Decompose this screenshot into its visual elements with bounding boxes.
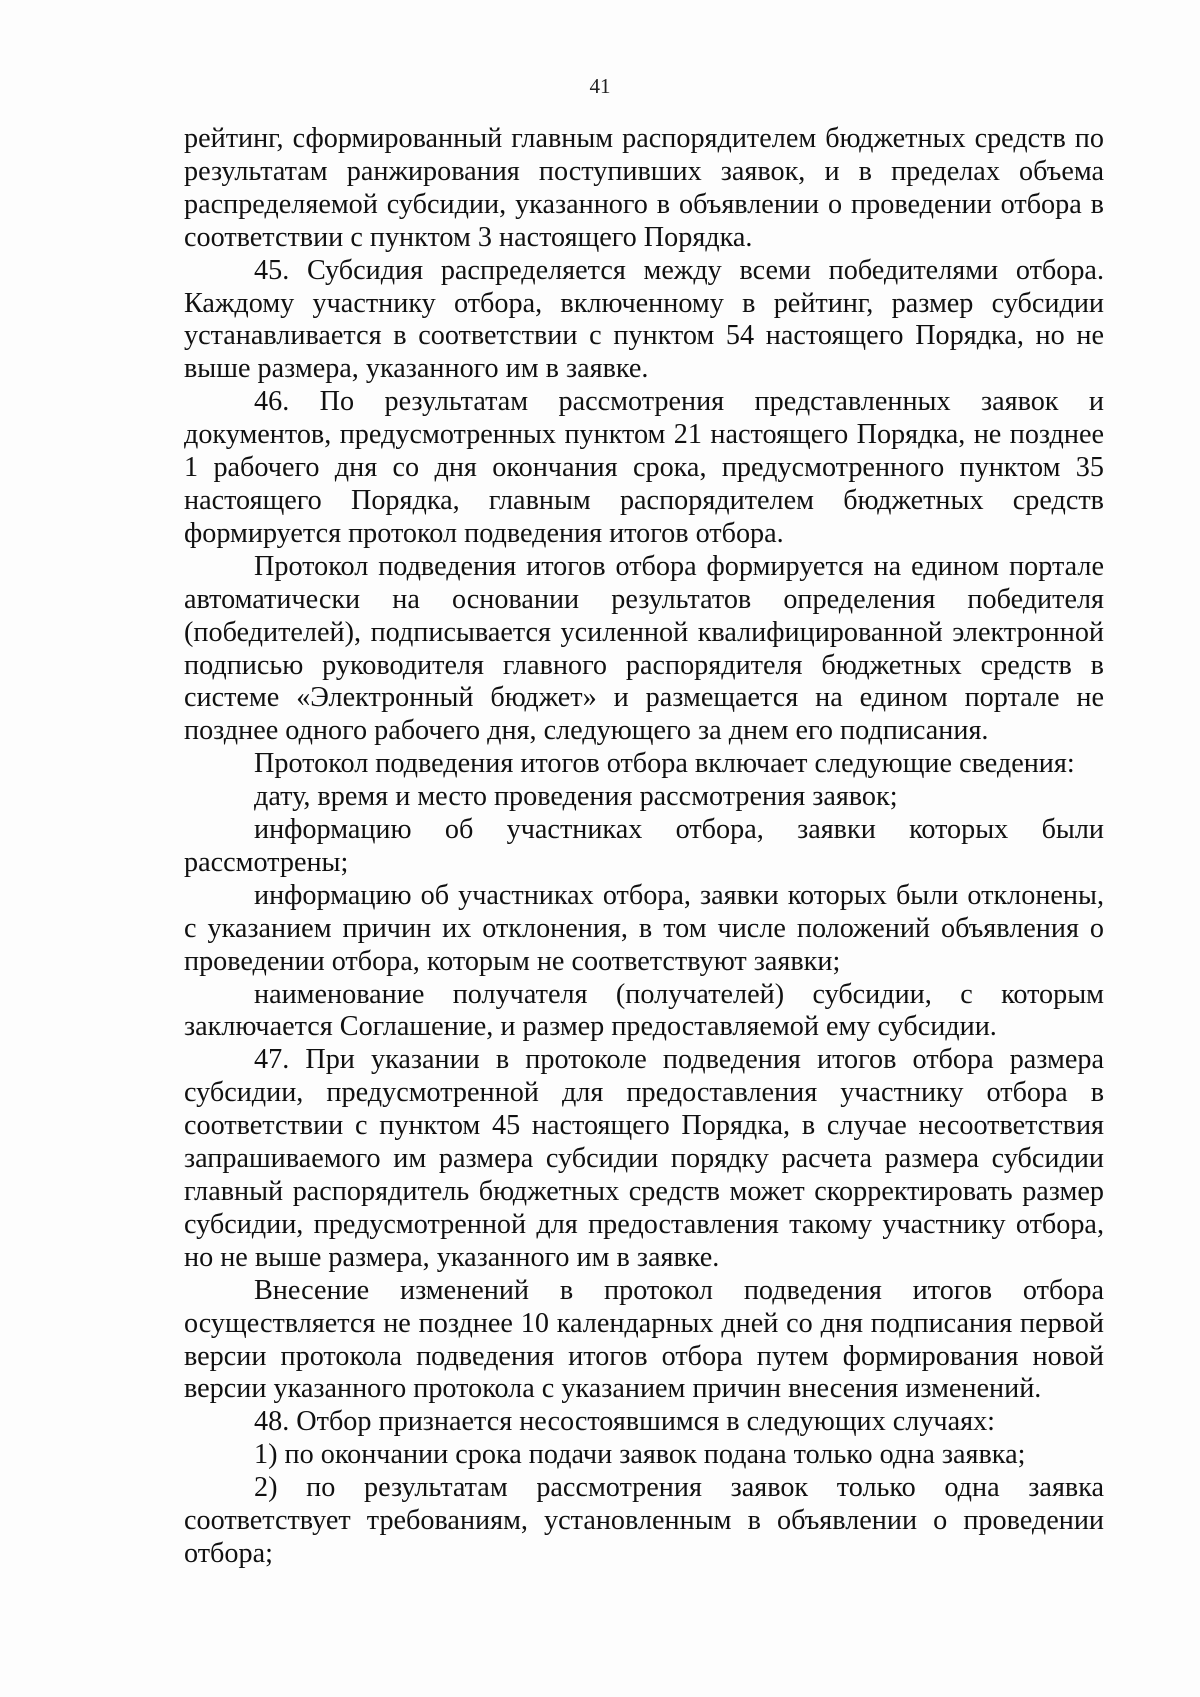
paragraph-item-48: 48. Отбор признается несостоявшимся в следующих случаях: <box>254 1406 996 1438</box>
paragraph-item-45: 45. Субсидия распределяется между всеми победителями отбора. Каждому участнику отбора, включенному в рейтинг, размер субсидии устанавливается в соответствии с пунктом 54 настоящего Порядка, но не выше размера, указанного им в заявке. <box>184 254 1104 385</box>
list-item-case-1: 1) по окончании срока подачи заявок подана только одна заявка; <box>254 1439 1026 1471</box>
list-item-rejected-participants: информацию об участниках отбора, заявки которых были отклонены, с указанием причин их отклонения, в том числе положений объявления о проведении отбора, которым не соответствуют заявки; <box>184 879 1104 977</box>
page-number: 41 <box>589 74 611 98</box>
list-item-date-time-place: дату, время и место проведения рассмотрения заявок; <box>254 781 898 813</box>
list-item-reviewed-participants: информацию об участниках отбора, заявки которых были рассмотрены; <box>184 814 1104 878</box>
paragraph-protocol-amendments: Внесение изменений в протокол подведения итогов отбора осуществляется не позднее 10 календарных дней со дня подписания первой версии протокола подведения итогов отбора путем формирования новой версии указанного протокола с указанием причин внесения изменений. <box>184 1274 1104 1405</box>
paragraph-protocol-contents-intro: Протокол подведения итогов отбора включает следующие сведения: <box>254 748 1075 780</box>
list-item-case-2: 2) по результатам рассмотрения заявок только одна заявка соответствует требованиям, установленным в объявлении о проведении отбора; <box>184 1472 1104 1569</box>
document-body <box>184 123 1104 1571</box>
paragraph-continuation: рейтинг, сформированный главным распорядителем бюджетных средств по результатам ранжирования поступивших заявок, и в пределах объема распределяемой субсидии, указанного в объявлении о проведении отбора в соответствии с пунктом 3 настоящего Порядка. <box>184 123 1104 253</box>
paragraph-protocol-formation: Протокол подведения итогов отбора формируется на едином портале автоматически на основании результатов определения победителя (победителей), подписывается усиленной квалифицированной электронной подписью руководителя главного распорядителя бюджетных средств в системе «Электронный бюджет» и размещается на едином портале не позднее одного рабочего дня, следующего за днем его подписания. <box>184 550 1104 747</box>
paragraph-item-47: 47. При указании в протоколе подведения итогов отбора размера субсидии, предусмотренной для предоставления участнику отбора в соответствии с пунктом 45 настоящего Порядка, в случае несоответствия запрашиваемого им размера субсидии порядку расчета размера субсидии главный распорядитель бюджетных средств может скорректировать размер субсидии, предусмотренной для предоставления такому участнику отбора, но не выше размера, указанного им в заявке. <box>184 1044 1104 1273</box>
paragraph-item-46: 46. По результатам рассмотрения представленных заявок и документов, предусмотренных пунктом 21 настоящего Порядка, не позднее 1 рабочего дня со дня окончания срока, предусмотренного пунктом 35 настоящего Порядка, главным распорядителем бюджетных средств формируется протокол подведения итогов отбора. <box>184 386 1104 549</box>
list-item-recipient-name: наименование получателя (получателей) субсидии, с которым заключается Соглашение, и размер предоставляемой ему субсидии. <box>184 978 1104 1043</box>
